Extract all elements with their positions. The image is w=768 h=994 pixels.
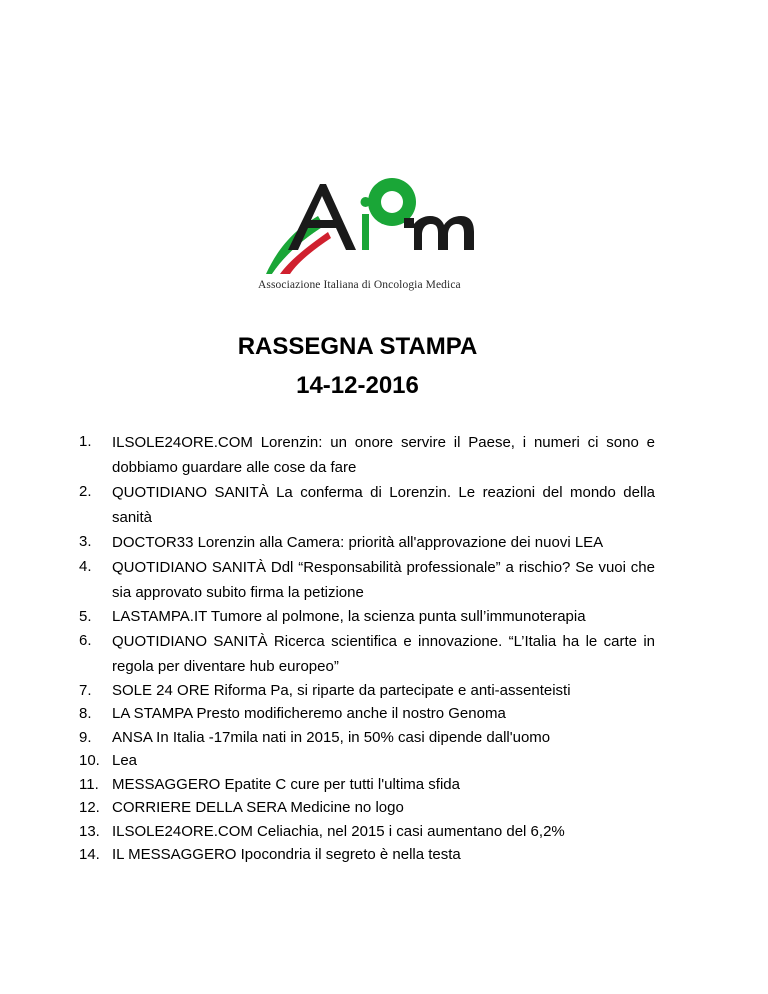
list-item	[79, 773, 655, 797]
aiom-logo-mark	[258, 170, 480, 276]
list-item	[79, 726, 655, 750]
item-text: CORRIERE DELLA SERA Medicine no logo	[112, 799, 404, 816]
item-number: 14.	[79, 846, 100, 863]
item-number: 6.	[79, 631, 92, 649]
item-text: DOCTOR33 Lorenzin alla Camera: priorità all'approvazione dei nuovi LEA	[112, 534, 604, 551]
item-number: 5.	[79, 608, 92, 625]
item-number: 9.	[79, 728, 92, 746]
item-number: 7.	[79, 681, 92, 699]
item-number: 3.	[79, 533, 92, 550]
list-item	[79, 749, 655, 773]
item-number: 1.	[79, 433, 92, 450]
item-text: ILSOLE24ORE.COM Lorenzin: un onore servire il Paese, i numeri ci sono e dobbiamo guardare alle cose da fare	[112, 434, 655, 476]
item-number: 11.	[79, 775, 99, 793]
list-item	[79, 629, 655, 679]
list-item	[79, 702, 655, 726]
item-text: IL MESSAGGERO Ipocondria il segreto è nella testa	[112, 846, 461, 863]
list-item	[79, 796, 655, 820]
aiom-logo	[258, 170, 480, 294]
item-number: 4.	[79, 558, 92, 575]
item-text: QUOTIDIANO SANITÀ Ddl “Responsabilità professionale” a rischio? Se vuoi che sia approvato subito firma la petizione	[112, 559, 655, 601]
item-text: LASTAMPA.IT Tumore al polmone, la scienza punta sull’immunoterapia	[112, 608, 586, 625]
item-text: SOLE 24 ORE Riforma Pa, si riparte da partecipate e anti-assenteisti	[112, 681, 571, 699]
item-text: LA STAMPA Presto modificheremo anche il nostro Genoma	[112, 705, 506, 722]
item-number: 12.	[79, 799, 100, 816]
list-item	[79, 555, 655, 605]
item-text: Lea	[112, 752, 138, 769]
item-number: 2.	[79, 483, 92, 500]
list-item	[79, 605, 655, 629]
logo-tagline: Associazione Italiana di Oncologia Medica	[258, 279, 461, 291]
item-text: QUOTIDIANO SANITÀ Ricerca scientifica e innovazione. “L’Italia ha le carte in regola per diventare hub europeo”	[112, 632, 655, 675]
item-text: ILSOLE24ORE.COM Celiachia, nel 2015 i casi aumentano del 6,2%	[112, 822, 565, 840]
page-date: 14-12-2016	[296, 372, 419, 399]
list-item	[79, 820, 655, 844]
item-text: QUOTIDIANO SANITÀ La conferma di Lorenzin. Le reazioni del mondo della sanità	[112, 484, 655, 526]
item-number: 10.	[79, 752, 100, 769]
list-item	[79, 430, 655, 480]
page-title: RASSEGNA STAMPA	[237, 333, 478, 360]
list-item	[79, 530, 655, 555]
list-item	[79, 480, 655, 530]
list-item	[79, 843, 655, 867]
list-item	[79, 679, 655, 703]
item-text: MESSAGGERO Epatite C cure per tutti l'ultima sfida	[112, 775, 460, 793]
item-number: 13.	[79, 822, 100, 840]
item-number: 8.	[79, 705, 92, 722]
item-text: ANSA In Italia -17mila nati in 2015, in 50% casi dipende dall'uomo	[112, 728, 551, 746]
press-review-list	[79, 430, 655, 867]
